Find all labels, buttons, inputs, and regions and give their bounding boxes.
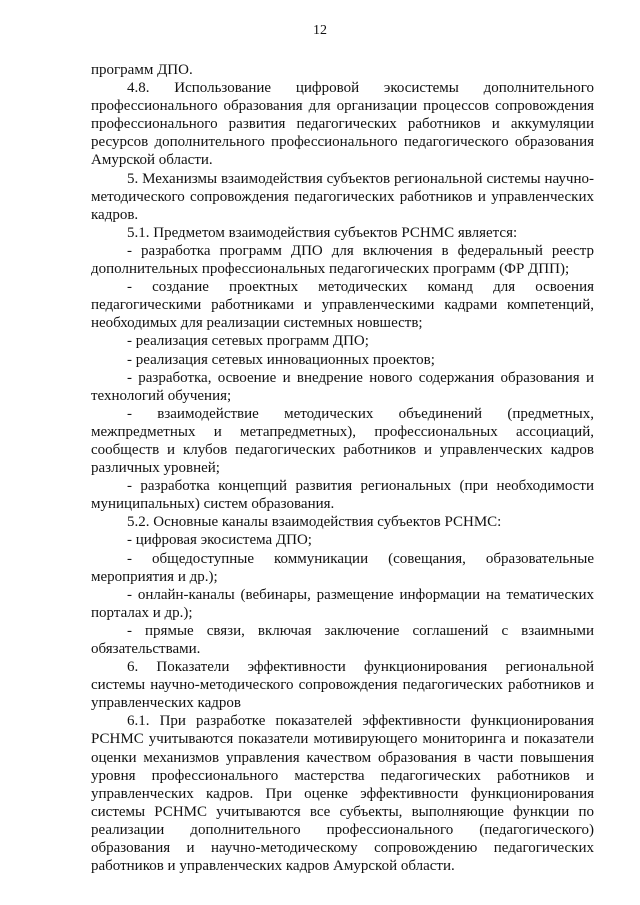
list-item-5-2-b: - общедоступные коммуникации (совещания, образовательные мероприятия и др.); — [91, 550, 594, 585]
paragraph-5-1: 5.1. Предметом взаимодействия субъектов РСНМС является: — [127, 224, 518, 241]
document-body — [91, 61, 594, 875]
list-item-5-2-a: - цифровая экосистема ДПО; — [127, 532, 312, 549]
list-item-5-1-e: - разработка, освоение и внедрение нового содержания образования и технологий обучения; — [91, 369, 594, 404]
page-number: 12 — [313, 23, 327, 38]
list-item-5-1-c: - реализация сетевых программ ДПО; — [127, 333, 369, 350]
list-item-5-2-d: - прямые связи, включая заключение соглашений с взаимными обязательствами. — [91, 622, 594, 657]
section-6-heading: 6. Показатели эффективности функционирования региональной системы научно-методического сопровождения педагогических работников и управленческих кадров — [91, 659, 594, 712]
paragraph-6-1: 6.1. При разработке показателей эффективности функционирования РСНМС учитываются показатели мотивирующего мониторинга и показатели оценки механизмов управления качеством образования в части повышения уровня профессионального мастерства педагогических работников и управленческих кадров. При оценке эффективности функционирования системы РСНМС учитываются все субъекты, выполняющие функции по реализации дополнительного профессионального (педагогического) образования и научно-методическому сопровождению педагогических работников и управленческих кадров Амурской области. — [91, 713, 594, 875]
list-item-5-1-f: - взаимодействие методических объединений (предметных, межпредметных и метапредметных), профессиональных ассоциаций, сообществ и клубов педагогических работников и управленческих кадров различных уровней; — [91, 405, 594, 477]
list-item-5-1-b: - создание проектных методических команд для освоения педагогическими работниками и управленческими кадрами компетенций, необходимых для реализации системных новшеств; — [91, 279, 594, 332]
list-item-5-1-a: - разработка программ ДПО для включения в федеральный реестр дополнительных профессиональных педагогических программ (ФР ДПП); — [91, 242, 594, 278]
paragraph-continuation: программ ДПО. — [91, 62, 193, 78]
list-item-5-1-d: - реализация сетевых инновационных проектов; — [127, 351, 435, 368]
section-5-heading: 5. Механизмы взаимодействия субъектов региональной системы научно-методического сопровождения педагогических работников и управленческих кадров. — [91, 170, 594, 223]
paragraph-5-2: 5.2. Основные каналы взаимодействия субъектов РСНМС: — [127, 514, 502, 531]
list-item-5-2-c: - онлайн-каналы (вебинары, размещение информации на тематических порталах и др.); — [91, 586, 594, 621]
paragraph-4-8: 4.8. Использование цифровой экосистемы дополнительного профессионального образования для организации процессов сопровождения профессионального развития педагогических работников и аккумуляции ресурсов дополнительного профессионального педагогического образования Амурской области. — [91, 80, 594, 169]
list-item-5-1-g: - разработка концепций развития региональных (при необходимости муниципальных) систем образования. — [91, 478, 594, 513]
